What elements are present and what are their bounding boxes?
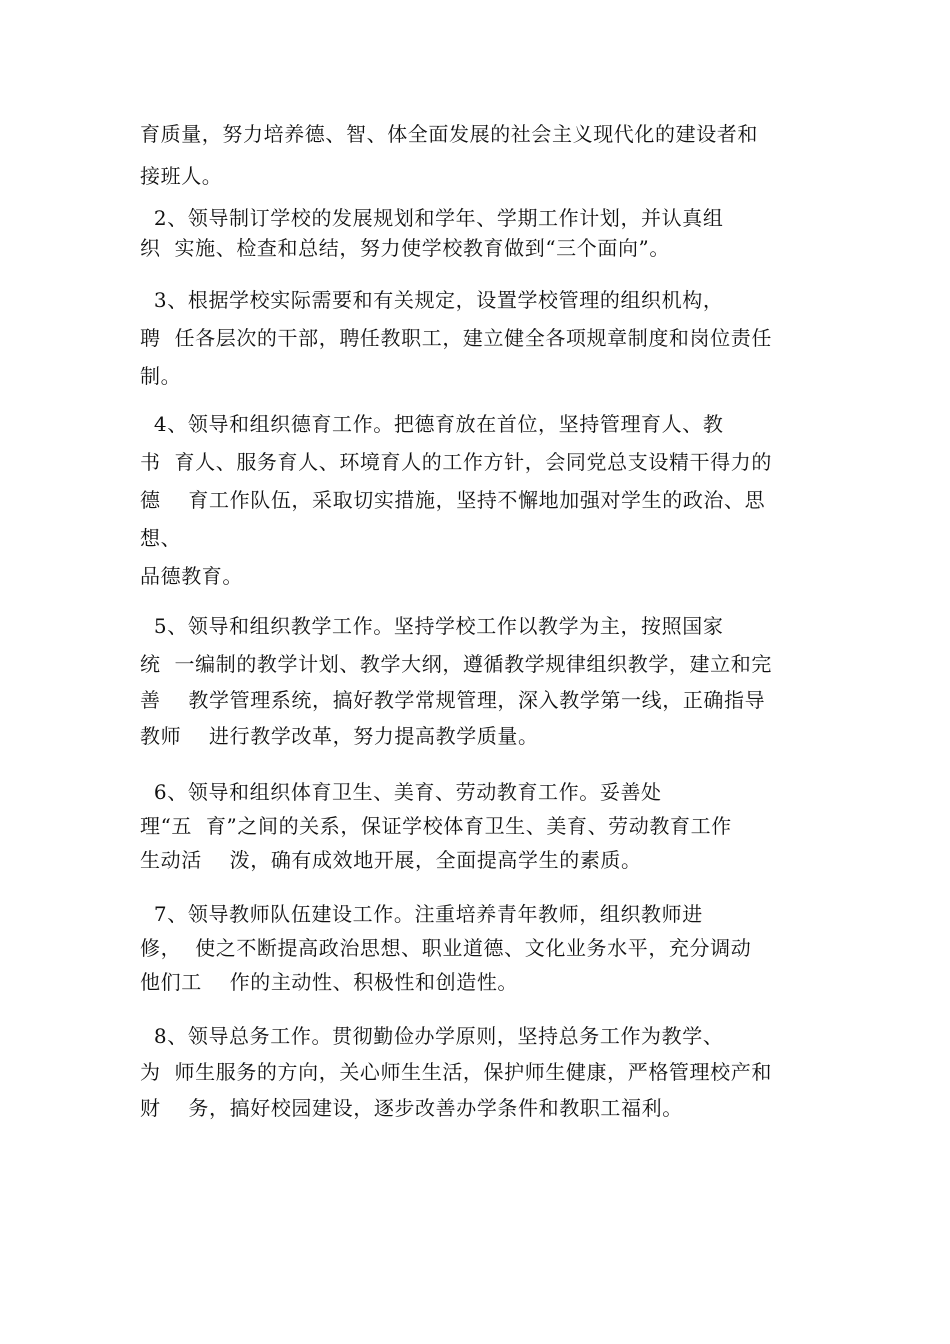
paragraph-line: 8、领导总务工作。贯彻勤俭办学原则，坚持总务工作为教学、 [140,1024,724,1048]
paragraph-line: 修， 使之不断提高政治思想、职业道德、文化业务水平，充分调动 [140,936,752,960]
paragraph-line: 4、领导和组织德育工作。把德育放在首位，坚持管理育人、教 [140,412,724,436]
paragraph-line: 5、领导和组织教学工作。坚持学校工作以教学为主，按照国家 [140,614,724,638]
paragraph-line: 2、领导制订学校的发展规划和学年、学期工作计划，并认真组 [140,206,724,230]
paragraph-line: 为 师生服务的方向，关心师生生活，保护师生健康，严格管理校产和 [140,1060,772,1084]
paragraph-line: 想、 [140,526,182,550]
paragraph-line: 接班人。 [140,164,223,188]
paragraph-line: 理“五 育”之间的关系，保证学校体育卫生、美育、劳动教育工作 [140,814,732,838]
paragraph-line: 7、领导教师队伍建设工作。注重培养青年教师，组织教师进 [140,902,703,926]
paragraph-line: 织 实施、检查和总结，努力使学校教育做到“三个面向”。 [140,236,670,260]
paragraph-line: 善 教学管理系统，搞好教学常规管理，深入教学第一线，正确指导 [140,688,766,712]
paragraph-line: 统 一编制的教学计划、教学大纲，遵循教学规律组织教学，建立和完 [140,652,772,676]
paragraph-line: 财 务，搞好校园建设，逐步改善办学条件和教职工福利。 [140,1096,683,1120]
paragraph-line: 育质量，努力培养德、智、体全面发展的社会主义现代化的建设者和 [140,122,758,146]
paragraph-line: 6、领导和组织体育卫生、美育、劳动教育工作。妥善处 [140,780,662,804]
paragraph-line: 聘 任各层次的干部，聘任教职工，建立健全各项规章制度和岗位责任 [140,326,772,350]
paragraph-line: 书 育人、服务育人、环境育人的工作方针，会同党总支设精干得力的 [140,450,772,474]
paragraph-line: 制。 [140,364,182,388]
paragraph-line: 品德教育。 [140,564,243,588]
paragraph-line: 生动活 泼，确有成效地开展，全面提高学生的素质。 [140,848,642,872]
paragraph-line: 他们工 作的主动性、积极性和创造性。 [140,970,519,994]
paragraph-line: 德 育工作队伍，采取切实措施，坚持不懈地加强对学生的政治、思 [140,488,766,512]
paragraph-line: 3、根据学校实际需要和有关规定，设置学校管理的组织机构， [140,288,724,312]
paragraph-line: 教师 进行教学改革，努力提高教学质量。 [140,724,539,748]
